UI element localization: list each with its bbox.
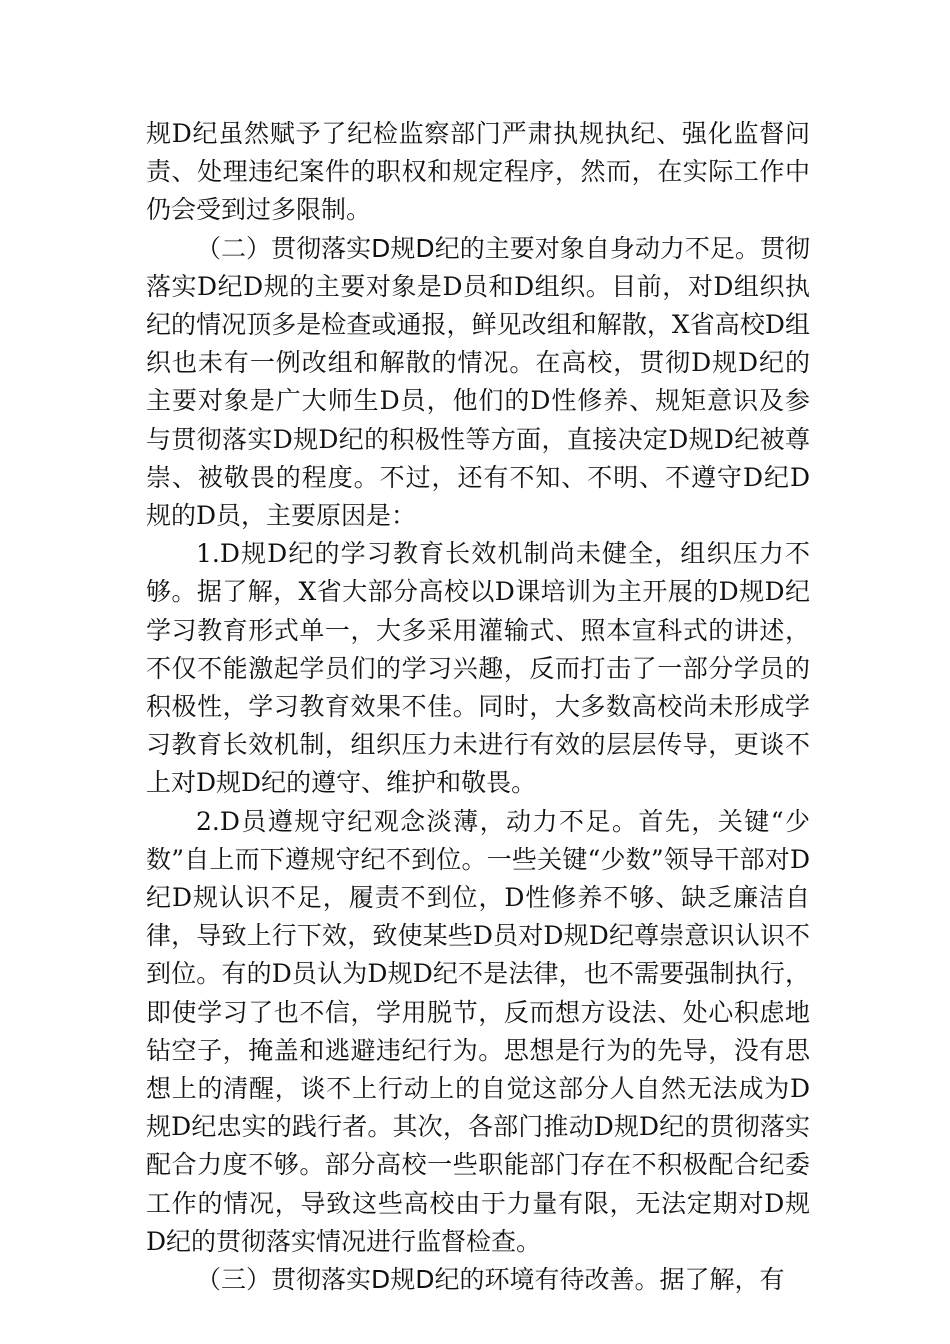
paragraph-section-three xyxy=(146,1261,810,1299)
paragraph-section-two xyxy=(146,230,810,536)
paragraph-text: 贯彻落实D纪D规的主要对象是D员和D组织。目前，对D组织执纪的情况顶多是检查或通报，鲜见改组和解散，X省高校D组织也未有一例改组和解散的情况。在高校，贯彻D规D纪的主要对象是广大师生D员，他们的D性修养、规矩意识及参与贯彻落实D规D纪的积极性等方面，直接决定D规D纪被尊崇、被敬畏的程度。不过，还有不知、不明、不遵守D纪D规的D员，主要原因是： xyxy=(146,233,810,531)
section-heading-two: （二）贯彻落实D规D纪的主要对象自身动力不足。 xyxy=(196,233,760,263)
paragraph-text: 据了解，有 xyxy=(659,1265,785,1295)
section-heading-three: （三）贯彻落实D规D纪的环境有待改善。 xyxy=(196,1265,660,1295)
paragraph-text: 2.D员遵规守纪观念淡薄，动力不足。首先，关键“少数”自上而下遵规守纪不到位。一些关键“少数”领导干部对D纪D规认识不足，履责不到位，D性修养不够、缺乏廉洁自律，导致上行下效，致使某些D员对D规D纪尊崇意识认识不到位。有的D员认为D规D纪不是法律，也不需要强制执行，即使学习了也不信，学用脱节，反而想方设法、处心积虑地钻空子，掩盖和逃避违纪行为。思想是行为的先导，没有思想上的清醒，谈不上行动上的自觉这部分人自然无法成为D规D纪忠实的践行者。其次，各部门推动D规D纪的贯彻落实配合力度不够。部分高校一些职能部门存在不积极配合纪委工作的情况，导致这些高校由于力量有限，无法定期对D规D纪的贯彻落实情况进行监督检查。 xyxy=(146,806,810,1256)
paragraph-point-one xyxy=(146,535,810,802)
paragraph-point-two xyxy=(146,803,810,1261)
document-body xyxy=(146,115,810,1299)
paragraph-text: 1.D规D纪的学习教育长效机制尚未健全，组织压力不够。据了解，X省大部分高校以D课培训为主开展的D规D纪学习教育形式单一，大多采用灌输式、照本宣科式的讲述，不仅不能激起学员们的学习兴趣，反而打击了一部分学员的积极性，学习教育效果不佳。同时，大多数高校尚未形成学习教育长效机制，组织压力未进行有效的层层传导，更谈不上对D规D纪的遵守、维护和敬畏。 xyxy=(146,539,810,798)
paragraph-text: 规D纪虽然赋予了纪检监察部门严肃执规执纪、强化监督问责、处理违纪案件的职权和规定程序，然而，在实际工作中仍会受到过多限制。 xyxy=(146,119,810,225)
paragraph-continuation xyxy=(146,115,810,230)
